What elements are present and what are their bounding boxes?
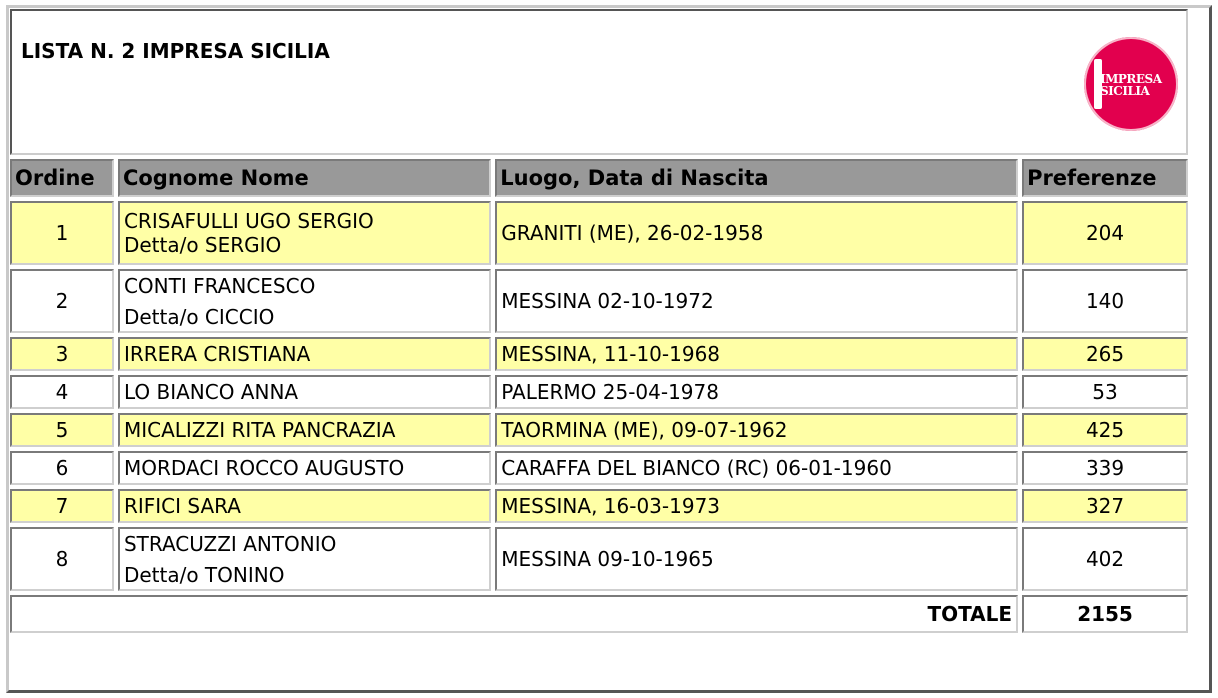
candidate-name: IRRERA CRISTIANA [118, 337, 491, 371]
birth-cell: MESSINA 09-10-1965 [495, 527, 1018, 591]
column-header-birth: Luogo, Data di Nascita [495, 159, 1018, 197]
order-cell: 6 [10, 451, 114, 485]
birth-cell: MESSINA, 16-03-1973 [495, 489, 1018, 523]
list-title: LISTA N. 2 IMPRESA SICILIA [21, 39, 330, 63]
birth-cell: CARAFFA DEL BIANCO (RC) 06-01-1960 [495, 451, 1018, 485]
name-cell [118, 269, 491, 333]
candidate-alias: Detta/o SERGIO [123, 233, 282, 257]
preferences-cell: 339 [1022, 451, 1188, 485]
candidate-name: RIFICI SARA [118, 489, 491, 523]
preferences-cell: 140 [1022, 269, 1188, 333]
order-cell: 4 [10, 375, 114, 409]
candidate-alias: Detta/o TONINO [123, 562, 285, 587]
table-row [10, 269, 1188, 333]
order-cell: 7 [10, 489, 114, 523]
table-row [10, 451, 1188, 485]
birth-cell: PALERMO 25-04-1978 [495, 375, 1018, 409]
name-cell [118, 201, 491, 265]
impresa-sicilia-logo [1084, 37, 1178, 131]
candidate-name: LO BIANCO ANNA [118, 375, 491, 409]
total-row [10, 595, 1188, 633]
preferences-cell: 53 [1022, 375, 1188, 409]
candidate-alias: Detta/o CICCIO [123, 304, 275, 329]
total-value: 2155 [1022, 595, 1188, 633]
logo-text: IMPRESA SICILIA [1100, 72, 1162, 98]
preferences-cell: 402 [1022, 527, 1188, 591]
column-header-order: Ordine [10, 159, 114, 197]
name-cell [118, 527, 491, 591]
candidate-name: MICALIZZI RITA PANCRAZIA [118, 413, 491, 447]
birth-cell: GRANITI (ME), 26-02-1958 [495, 201, 1018, 265]
preferences-cell: 265 [1022, 337, 1188, 371]
preferences-cell: 204 [1022, 201, 1188, 265]
table-row [10, 489, 1188, 523]
order-cell: 5 [10, 413, 114, 447]
column-header-name: Cognome Nome [118, 159, 491, 197]
order-cell: 1 [10, 201, 114, 265]
birth-cell: TAORMINA (ME), 09-07-1962 [495, 413, 1018, 447]
table-row [10, 527, 1188, 591]
candidate-name: CONTI FRANCESCO [123, 273, 316, 298]
birth-cell: MESSINA 02-10-1972 [495, 269, 1018, 333]
preferences-cell: 327 [1022, 489, 1188, 523]
order-cell: 3 [10, 337, 114, 371]
column-header-preferences: Preferenze [1022, 159, 1188, 197]
candidate-name: STRACUZZI ANTONIO [123, 531, 337, 556]
table-row [10, 413, 1188, 447]
table-row [10, 337, 1188, 371]
order-cell: 2 [10, 269, 114, 333]
table-row [10, 201, 1188, 265]
candidate-name: CRISAFULLI UGO SERGIO [123, 209, 374, 233]
order-cell: 8 [10, 527, 114, 591]
list-header [10, 9, 1188, 155]
candidates-table [6, 5, 1192, 637]
candidate-name: MORDACI ROCCO AUGUSTO [118, 451, 491, 485]
column-headers [10, 159, 1188, 197]
birth-cell: MESSINA, 11-10-1968 [495, 337, 1018, 371]
total-label: TOTALE [10, 595, 1018, 633]
table-row [10, 375, 1188, 409]
preferences-cell: 425 [1022, 413, 1188, 447]
